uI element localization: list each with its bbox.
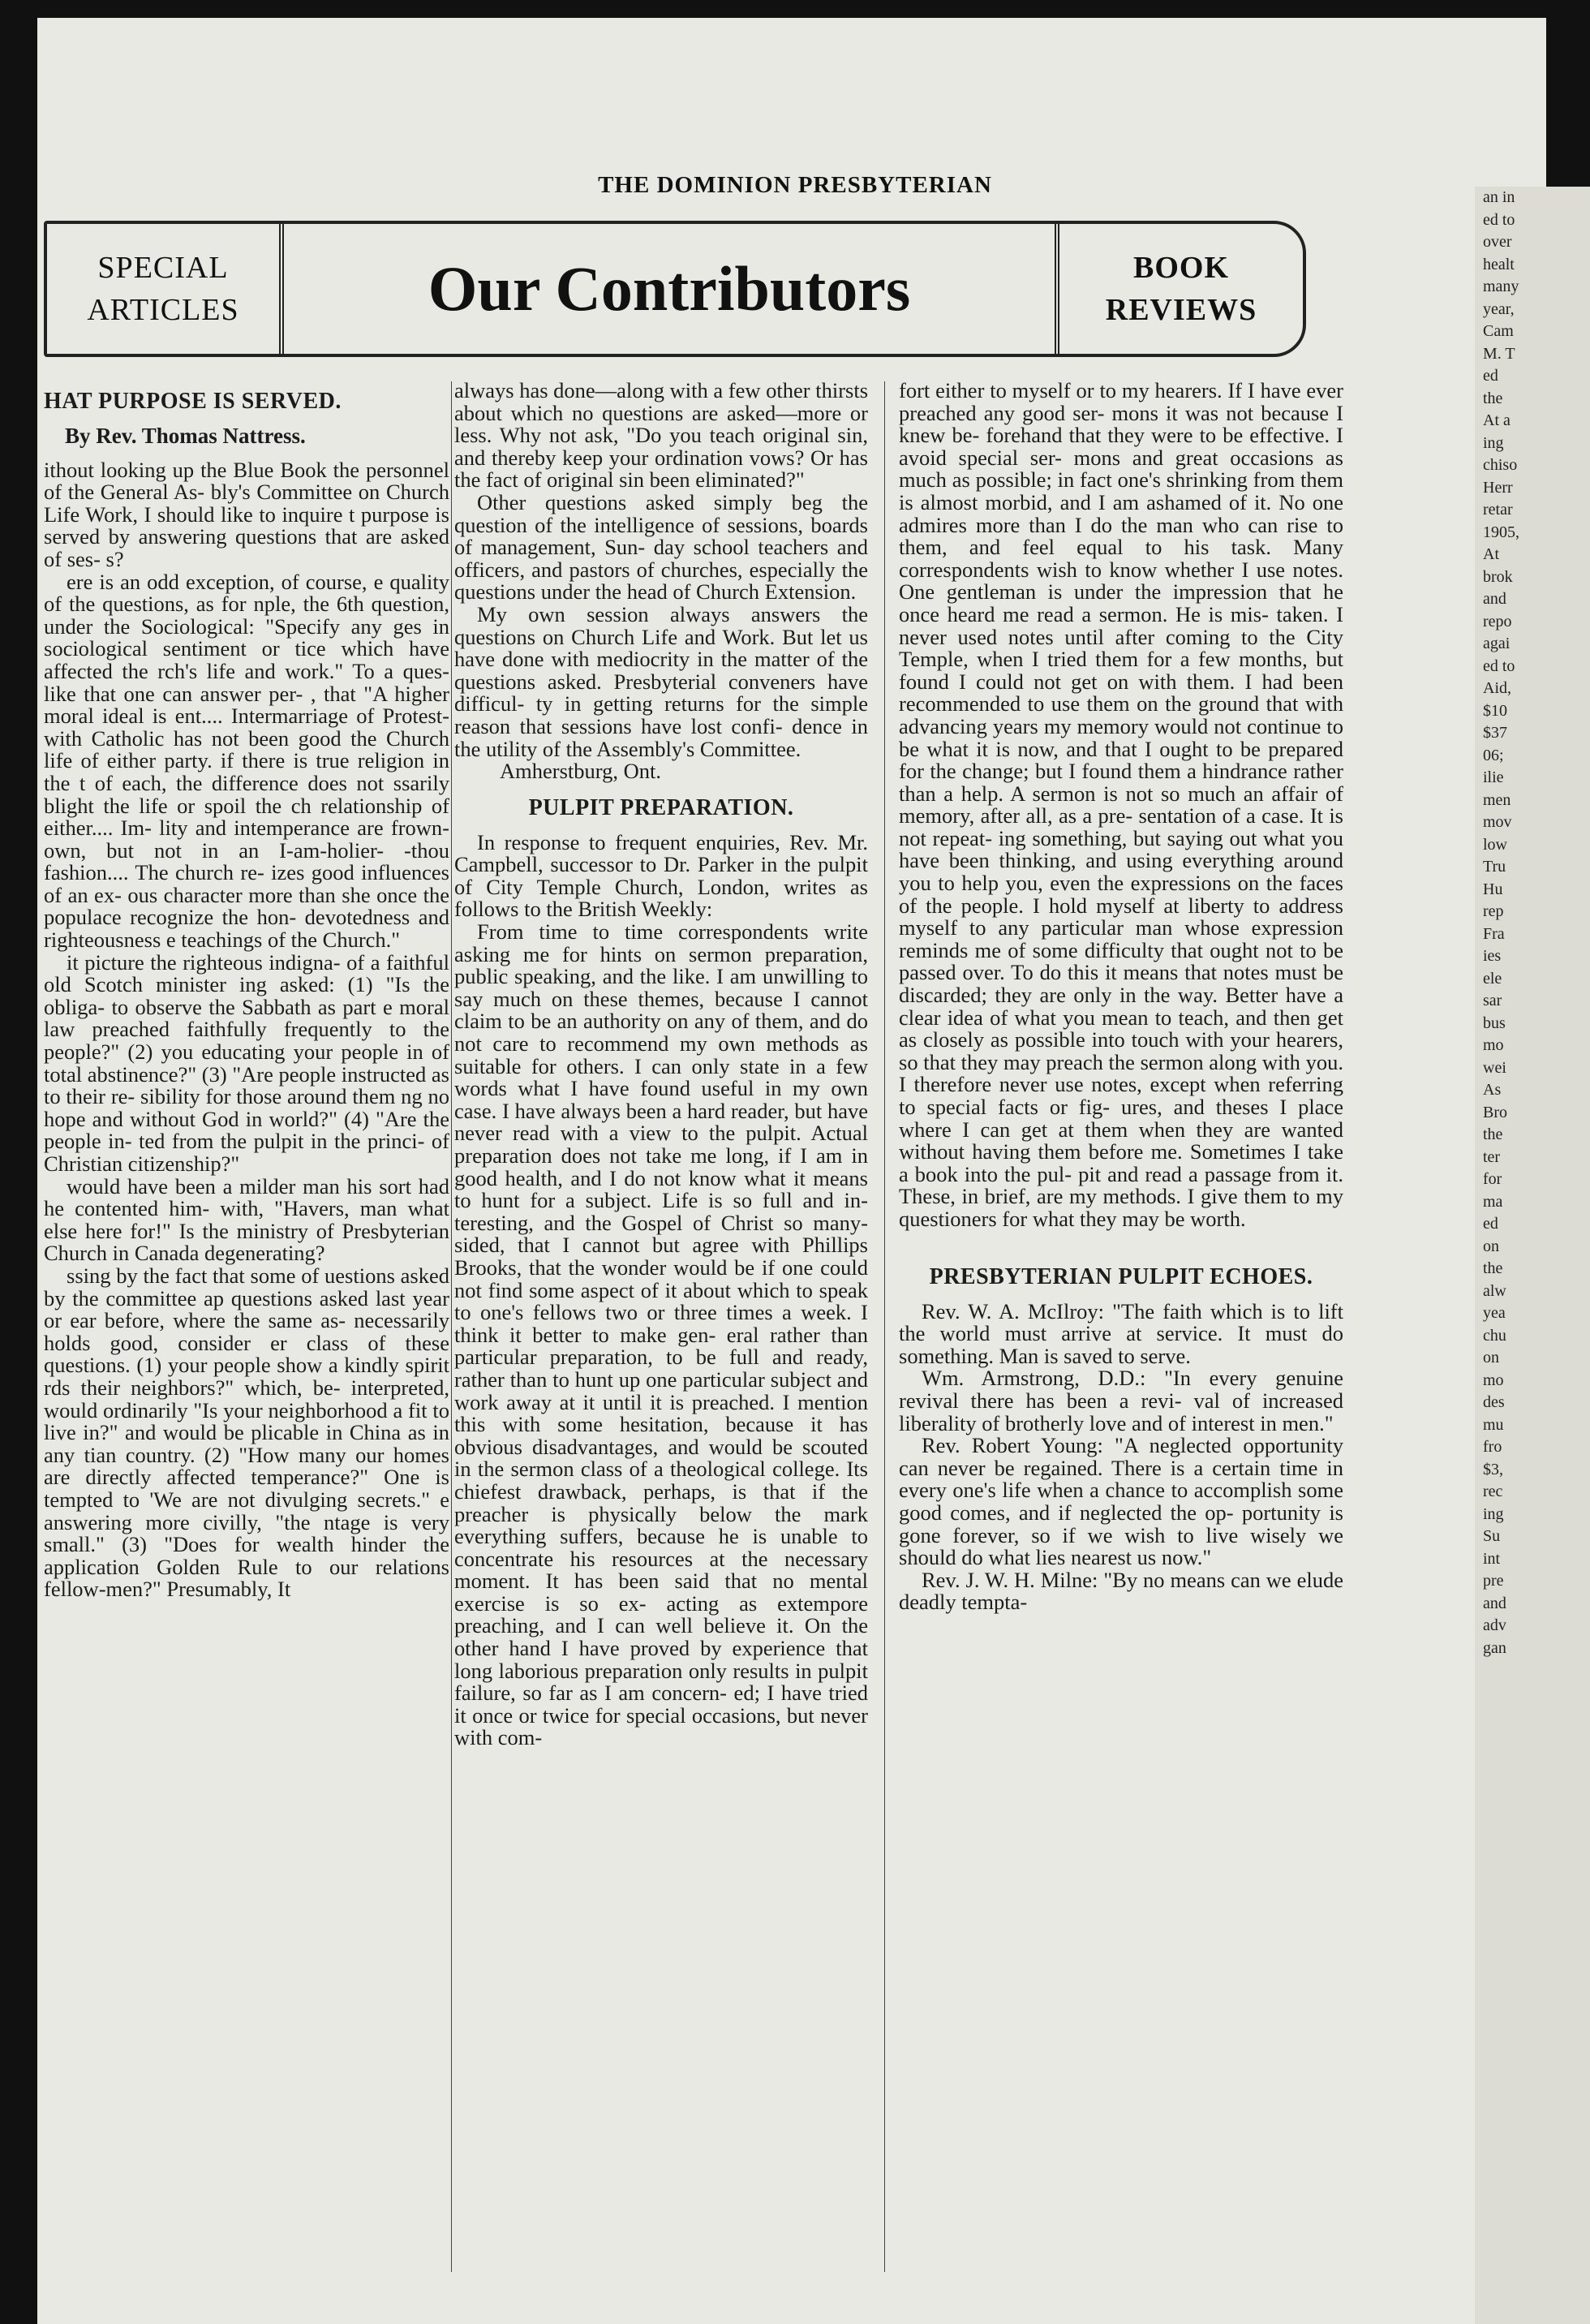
- adjacent-page-line: the: [1483, 1125, 1503, 1143]
- adjacent-page-line: rep: [1483, 902, 1504, 920]
- adjacent-page-line: mo: [1483, 1036, 1504, 1054]
- column-2: [454, 380, 868, 1749]
- adjacent-page-line: yea: [1483, 1304, 1506, 1322]
- adjacent-page-line: 06;: [1483, 746, 1504, 764]
- section-banner: [44, 221, 1306, 357]
- adjacent-page-line: pre: [1483, 1572, 1504, 1590]
- adjacent-page-line: many: [1483, 278, 1519, 295]
- adjacent-page-line: adv: [1483, 1616, 1506, 1634]
- adjacent-page-line: chiso: [1483, 456, 1518, 474]
- paragraph: Rev. J. W. H. Milne: "By no means can we elude deadly tempta-: [899, 1567, 1343, 1615]
- column-rule: [884, 381, 885, 2272]
- adjacent-page-fragment: [1475, 187, 1590, 2324]
- adjacent-page-line: ter: [1483, 1147, 1501, 1166]
- adjacent-page-line: low: [1483, 835, 1507, 854]
- adjacent-page-line: ing: [1483, 433, 1504, 452]
- adjacent-page-line: fro: [1483, 1438, 1502, 1456]
- adjacent-page-line: over: [1483, 233, 1512, 251]
- adjacent-page-line: ed: [1483, 1215, 1498, 1233]
- adjacent-page-line: As: [1483, 1081, 1502, 1099]
- adjacent-page-line: Bro: [1483, 1103, 1507, 1121]
- adjacent-page-line: year,: [1483, 299, 1515, 318]
- adjacent-page-line: ed to: [1483, 210, 1515, 229]
- banner-left-label: SPECIAL ARTICLES: [47, 224, 284, 354]
- adjacent-page-line: Herr: [1483, 478, 1513, 497]
- adjacent-page-line: Cam: [1483, 322, 1514, 340]
- adjacent-page-line: Su: [1483, 1527, 1501, 1545]
- article-heading: PULPIT PREPARATION.: [528, 794, 794, 820]
- paragraph: In response to frequent enquiries, Rev. Mr. Campbell, successor to Dr. Parker in the pulpit of City Temple Church, London, writes as follows to the British Weekly:: [454, 829, 868, 922]
- paragraph: always has done—along with a few other thirsts about which no questions are asked—more or less. Why not ask, "Do you teach original sin, and thereby keep your ordination vows? Or has the fact of original sin been eliminated?": [454, 378, 869, 493]
- adjacent-page-line: healt: [1483, 255, 1515, 273]
- adjacent-page-line: int: [1483, 1549, 1501, 1568]
- adjacent-page-line: brok: [1483, 567, 1513, 586]
- adjacent-page-line: 1905,: [1483, 523, 1519, 541]
- adjacent-page-line: $37: [1483, 724, 1507, 742]
- adjacent-page-line: on: [1483, 1237, 1499, 1255]
- paragraph: would have been a milder man his sort had he contented him- with, "Havers, man what else here for!" Is the ministry of Presbyterian Church in Canada degenerating?: [44, 1173, 449, 1266]
- adjacent-page-line: $10: [1483, 701, 1507, 720]
- adjacent-page-line: mu: [1483, 1415, 1504, 1434]
- paragraph: ere is an odd exception, of course, e quality of the questions, as for nple, the 6th question, under the Sociological: "Specify any ges in sociological sentiment or tice which have affected the rch's life and work." To a ques- like that one can answer per- , that "A higher moral ideal is ent.... Intermarriage of Protest- with Catholic has not been good the Church life of either party. if there is true religion in the t of each, the difference does not ssarily blight the life or spoil the ch relationship of either.... Im- lity and intemperance are frown- own, but not in an I-am-holier- -thou fashion.... The church re- izes good influences of an ex- ous character more than she once the populace recognize the hon- devotedness and righteousness e teachings of the Church.": [44, 569, 449, 953]
- dateline: Amherstburg, Ont.: [500, 759, 661, 784]
- adjacent-page-line: ed: [1483, 367, 1498, 385]
- adjacent-page-line: and: [1483, 1594, 1506, 1612]
- adjacent-page-line: on: [1483, 1349, 1499, 1366]
- adjacent-page-line: and: [1483, 590, 1506, 608]
- adjacent-page-line: mo: [1483, 1371, 1504, 1389]
- adjacent-page-line: the: [1483, 1259, 1503, 1277]
- paragraph: ithout looking up the Blue Book the personnel of the General As- bly's Committee on Church Life Work, I should like to inquire t purpose is served by answering questions that are asked of ses- s?: [44, 457, 449, 571]
- adjacent-page-line: At: [1483, 545, 1499, 563]
- adjacent-page-line: ed to: [1483, 656, 1515, 675]
- adjacent-page-line: ilie: [1483, 768, 1504, 786]
- column-rule: [451, 381, 452, 2272]
- adjacent-page-line: At a: [1483, 411, 1510, 429]
- paragraph: Wm. Armstrong, D.D.: "In every genuine revival there has been a revi- val of increased liberality of brotherly love and of interest in men.": [899, 1366, 1343, 1435]
- adjacent-page-line: Hu: [1483, 880, 1503, 898]
- column-1: [44, 380, 449, 1601]
- adjacent-page-line: rec: [1483, 1483, 1503, 1500]
- adjacent-page-line: for: [1483, 1170, 1502, 1188]
- adjacent-page-line: ele: [1483, 969, 1502, 988]
- adjacent-page-line: sar: [1483, 992, 1502, 1009]
- banner-title: Our Contributors: [428, 253, 911, 324]
- paragraph: My own session always answers the questions on Church Life and Work. But let us have done with mediocrity in the matter of the questions asked. Presbyterial conveners have difficul- ty in getting returns for the simple reason that sessions have lost confi- dence in the utility of the Assembly's Committee.: [454, 601, 868, 761]
- adjacent-page-line: ies: [1483, 947, 1502, 965]
- adjacent-page-line: bus: [1483, 1014, 1506, 1032]
- adjacent-page-line: agai: [1483, 635, 1510, 652]
- adjacent-page-line: M. T: [1483, 344, 1515, 363]
- adjacent-page-line: mov: [1483, 813, 1512, 831]
- adjacent-page-line: the: [1483, 389, 1503, 407]
- byline: By Rev. Thomas Nattress.: [65, 424, 306, 448]
- article-heading: HAT PURPOSE IS SERVED.: [44, 389, 342, 414]
- adjacent-page-line: Fra: [1483, 924, 1505, 943]
- adjacent-page-line: ing: [1483, 1504, 1504, 1523]
- running-head: THE DOMINION PRESBYTERIAN: [598, 172, 992, 198]
- paragraph: From time to time correspondents write asking me for hints on sermon preparation, public speaking, and the like. I am unwilling to say much on these themes, because I cannot claim to be an authority on any of them, and do not care to recommend my own methods as suitable for others. I can only state in a few words what I have found useful in my own case. I have always been a hard reader, but have never read with a view to the pulpit. Actual preparation does not take me long, if I am in good health, and I do not know what it means to hunt for a subject. Life is so full and in- teresting, and the Gospel of Christ so many-sided, that I cannot but agree with Phillips Brooks, that the wonder would be if one could not find some aspect of it about which to speak to one's fellows two or three times a week. I think it better to make gen- eral rather than particular preparation, to be full and ready, rather than to hunt up one particular subject and work away at it until it is preached. I mention this with some hesitation, because it has obvious disadvantages, and would be scouted in the sermon class of a theological college. Its chiefest drawback, perhaps, is that if the preacher is physically below the mark everything suffers, because he is unable to concentrate his resources at the necessary moment. It has been said that no mental exercise is so ex- acting as extempore preaching, and I can well believe it. On the other hand I have proved by experience that long laborious preparation only results in pulpit failure, so far as I am concern- ed; I have tried it once or twice for special occasions, but never with com-: [454, 919, 868, 1750]
- adjacent-page-line: wei: [1483, 1058, 1506, 1077]
- adjacent-page-line: Tru: [1483, 858, 1506, 876]
- paragraph: Rev. W. A. McIlroy: "The faith which is to lift the world must arrive at service. It must do something. Man is saved to serve.: [899, 1298, 1343, 1368]
- paragraph: Other questions asked simply beg the question of the intelligence of sessions, boards of management, Sun- day school teachers and officers, and pastors of churches, especially the questions under the head of Church Extension.: [454, 489, 868, 605]
- paragraph: fort either to myself or to my hearers. If I have ever preached any good ser- mons it was not because I knew be- forehand that they were to be effective. I avoid special ser- mons and great occasions as much as possible; in fact one's shrinking from them is almost morbid, and I am ashamed of it. No one admires more than I do the man who can rise to them, and feel equal to his task. Many correspondents wish to know whether I use notes. One gentleman is under the impression that he once heard me read a sermon. He is mis- taken. I never used notes until after coming to the City Temple, when I tried them for a few months, but found I could not get on with them. I had been recommended to use them on the ground that with advancing years my memory would not continue to be what it is now, and that I ought to be prepared for the change; but I found them a hindrance rather than a help. A sermon is not so much an affair of memory, after all, as a pre- sentation of a case. It is not repeat- ing something, but saying out what you have been thinking, and using everything around you to help you, even the expressions on the faces of the people. I hold myself at liberty to address myself to any particular man whose expression reminds me of some difficulty that ought not to be passed over. To do this it means that notes must be discarded; they are only in the way. Better have a clear idea of what you mean to teach, and then get as closely as possible into touch with your hearers, so that they may preach the sermon along with you. I therefore never use notes, except when referring to special facts or fig- ures, and theses I place where I can get at them when they are wanted without having them before me. Sometimes I take a book into the pul- pit and read a passage from it. These, in brief, are my methods. I give them to my questioners for what they may be worth.: [899, 378, 1343, 1231]
- adjacent-page-line: $3,: [1483, 1460, 1503, 1478]
- adjacent-page-line: Aid,: [1483, 679, 1511, 697]
- adjacent-page-line: gan: [1483, 1638, 1506, 1657]
- adjacent-page-line: chu: [1483, 1326, 1506, 1345]
- article-heading: PRESBYTERIAN PULPIT ECHOES.: [929, 1263, 1313, 1289]
- adjacent-page-line: an in: [1483, 188, 1515, 206]
- adjacent-page-line: ma: [1483, 1192, 1503, 1211]
- adjacent-page-line: retar: [1483, 501, 1513, 519]
- paragraph: ssing by the fact that some of uestions asked by the committee ap questions asked last year or ear before, where the same as- necessarily holds good, consider er class of these questions. (1) your people show a kindly spirit rds their neighbors?" which, be- interpreted, would ordinarily "Is your neighborhood a fit to live in?" and would be plicable in China as in any tian country. (2) "How many our homes are directly affected temperance?" One is tempted to 'We are not divulging secrets." e answering more civilly, "the ntage is very small." (3) "Does for wealth hinder the application Golden Rule to our relations fellow-men?" Presumably, It: [44, 1263, 449, 1601]
- adjacent-page-line: repo: [1483, 612, 1512, 630]
- adjacent-page-line: men: [1483, 790, 1511, 809]
- paragraph: it picture the righteous indigna- of a faithful old Scotch minister ing asked: (1) "Is the obliga- to observe the Sabbath as part e moral law preached faithfully frequently to the people?" (2) you educating your people in of total abstinence?" (3) "Are people instructed as to their re- sibility for those around them ng no hope and without God in world?" (4) "Are the people in- ted from the pulpit in the princi- of Christian citizenship?": [44, 949, 449, 1176]
- paragraph: Rev. Robert Young: "A neglected opportunity can never be regained. There is a certain time in every one's life when a chance to accomplish some good comes, and if neglected the op- portunity is gone forever, so if we wish to live wisely we should do what lies nearest us now.": [899, 1433, 1343, 1570]
- column-3: [899, 380, 1343, 1614]
- adjacent-page-line: des: [1483, 1393, 1505, 1411]
- adjacent-page-line: alw: [1483, 1281, 1506, 1300]
- banner-right-label: BOOK REVIEWS: [1055, 224, 1303, 354]
